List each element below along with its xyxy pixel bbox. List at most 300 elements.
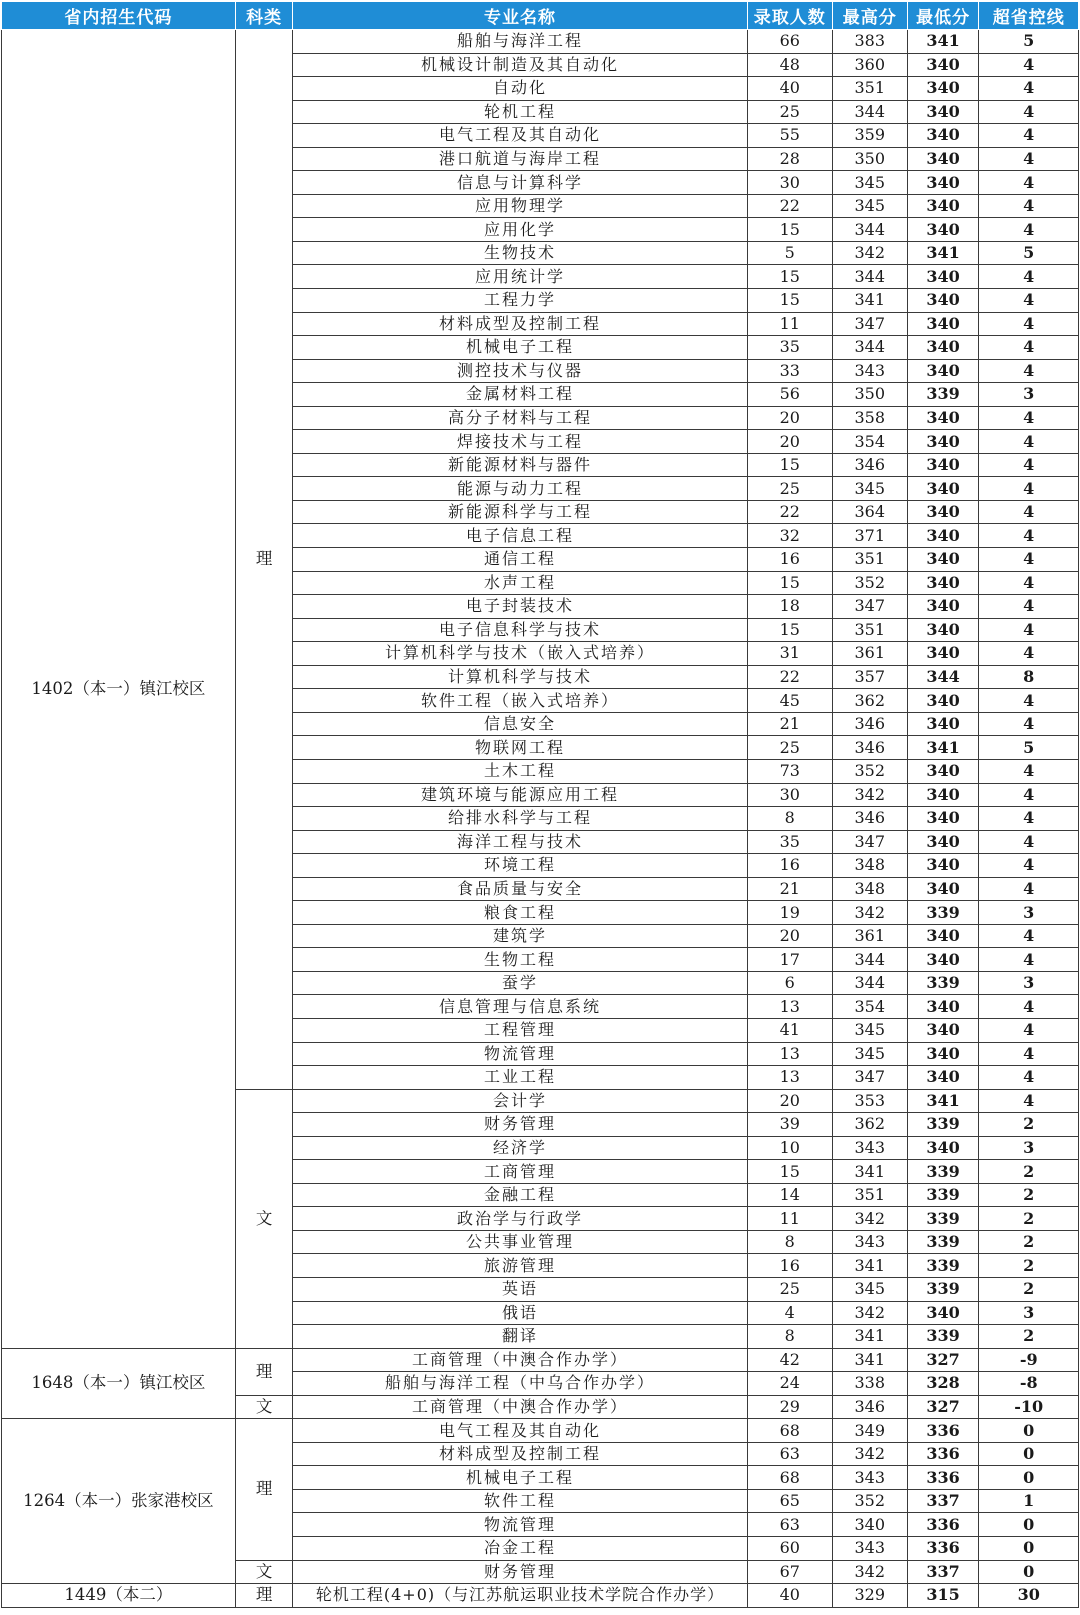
- major-cell: 财务管理: [293, 1113, 747, 1137]
- min-score-cell: 337: [907, 1489, 979, 1513]
- major-cell: 计算机科学与技术: [293, 665, 747, 689]
- max-score-cell: 347: [832, 595, 907, 619]
- admitted-cell: 6: [747, 971, 832, 995]
- max-score-cell: 351: [832, 548, 907, 572]
- min-score-cell: 339: [907, 1113, 979, 1137]
- max-score-cell: 345: [832, 477, 907, 501]
- min-score-cell: 340: [907, 783, 979, 807]
- min-score-cell: 340: [907, 477, 979, 501]
- table-body: [2, 30, 1079, 1608]
- min-score-cell: 340: [907, 1066, 979, 1090]
- over-line-cell: 4: [979, 1089, 1079, 1113]
- major-cell: 焊接技术与工程: [293, 430, 747, 454]
- header-over-line: 超省控线: [979, 2, 1079, 30]
- enrollment-code-cell: 1264（本一）张家港校区: [2, 1419, 236, 1584]
- header-category: 科类: [235, 2, 292, 30]
- major-cell: 软件工程（嵌入式培养）: [293, 689, 747, 713]
- max-score-cell: 357: [832, 665, 907, 689]
- over-line-cell: 2: [979, 1277, 1079, 1301]
- max-score-cell: 362: [832, 689, 907, 713]
- min-score-cell: 340: [907, 924, 979, 948]
- max-score-cell: 340: [832, 1513, 907, 1537]
- min-score-cell: 340: [907, 595, 979, 619]
- min-score-cell: 340: [907, 77, 979, 101]
- min-score-cell: 340: [907, 1042, 979, 1066]
- min-score-cell: 327: [907, 1395, 979, 1419]
- header-row: [2, 2, 1079, 30]
- admitted-cell: 16: [747, 548, 832, 572]
- major-cell: 材料成型及控制工程: [293, 1442, 747, 1466]
- admitted-cell: 25: [747, 477, 832, 501]
- max-score-cell: 351: [832, 618, 907, 642]
- over-line-cell: 4: [979, 477, 1079, 501]
- min-score-cell: 340: [907, 948, 979, 972]
- major-cell: 电子信息科学与技术: [293, 618, 747, 642]
- over-line-cell: 4: [979, 1042, 1079, 1066]
- over-line-cell: 2: [979, 1183, 1079, 1207]
- over-line-cell: 3: [979, 1301, 1079, 1325]
- over-line-cell: 4: [979, 807, 1079, 831]
- max-score-cell: 343: [832, 1230, 907, 1254]
- max-score-cell: 346: [832, 736, 907, 760]
- over-line-cell: 4: [979, 336, 1079, 360]
- min-score-cell: 339: [907, 1207, 979, 1231]
- min-score-cell: 340: [907, 453, 979, 477]
- major-cell: 机械设计制造及其自动化: [293, 53, 747, 77]
- major-cell: 环境工程: [293, 854, 747, 878]
- admitted-cell: 22: [747, 500, 832, 524]
- major-cell: 测控技术与仪器: [293, 359, 747, 383]
- max-score-cell: 338: [832, 1372, 907, 1396]
- admitted-cell: 65: [747, 1489, 832, 1513]
- over-line-cell: 4: [979, 783, 1079, 807]
- min-score-cell: 340: [907, 312, 979, 336]
- major-cell: 物流管理: [293, 1513, 747, 1537]
- major-cell: 建筑学: [293, 924, 747, 948]
- over-line-cell: -10: [979, 1395, 1079, 1419]
- header-admitted: 录取人数: [747, 2, 832, 30]
- min-score-cell: 341: [907, 1089, 979, 1113]
- max-score-cell: 341: [832, 1254, 907, 1278]
- max-score-cell: 353: [832, 1089, 907, 1113]
- max-score-cell: 346: [832, 807, 907, 831]
- over-line-cell: 4: [979, 359, 1079, 383]
- over-line-cell: 4: [979, 948, 1079, 972]
- major-cell: 信息管理与信息系统: [293, 995, 747, 1019]
- admitted-cell: 25: [747, 1277, 832, 1301]
- admitted-cell: 11: [747, 1207, 832, 1231]
- over-line-cell: 4: [979, 53, 1079, 77]
- over-line-cell: 0: [979, 1537, 1079, 1561]
- admitted-cell: 16: [747, 854, 832, 878]
- admitted-cell: 15: [747, 571, 832, 595]
- admitted-cell: 16: [747, 1254, 832, 1278]
- major-cell: 能源与动力工程: [293, 477, 747, 501]
- admitted-cell: 5: [747, 241, 832, 265]
- min-score-cell: 340: [907, 53, 979, 77]
- major-cell: 工程管理: [293, 1018, 747, 1042]
- major-cell: 翻译: [293, 1325, 747, 1349]
- major-cell: 会计学: [293, 1089, 747, 1113]
- over-line-cell: 4: [979, 689, 1079, 713]
- admitted-cell: 32: [747, 524, 832, 548]
- max-score-cell: 358: [832, 406, 907, 430]
- major-cell: 通信工程: [293, 548, 747, 572]
- admitted-cell: 15: [747, 453, 832, 477]
- major-cell: 公共事业管理: [293, 1230, 747, 1254]
- max-score-cell: 343: [832, 1136, 907, 1160]
- min-score-cell: 340: [907, 124, 979, 148]
- major-cell: 生物工程: [293, 948, 747, 972]
- major-cell: 船舶与海洋工程（中乌合作办学）: [293, 1372, 747, 1396]
- admitted-cell: 22: [747, 665, 832, 689]
- major-cell: 应用统计学: [293, 265, 747, 289]
- admitted-cell: 15: [747, 265, 832, 289]
- admitted-cell: 14: [747, 1183, 832, 1207]
- major-cell: 软件工程: [293, 1489, 747, 1513]
- over-line-cell: 4: [979, 147, 1079, 171]
- admitted-cell: 56: [747, 383, 832, 407]
- admission-score-table: [1, 1, 1079, 1608]
- min-score-cell: 337: [907, 1560, 979, 1584]
- major-cell: 工业工程: [293, 1066, 747, 1090]
- max-score-cell: 341: [832, 1160, 907, 1184]
- admitted-cell: 33: [747, 359, 832, 383]
- max-score-cell: 341: [832, 1325, 907, 1349]
- max-score-cell: 342: [832, 1442, 907, 1466]
- max-score-cell: 351: [832, 1183, 907, 1207]
- max-score-cell: 347: [832, 312, 907, 336]
- min-score-cell: 340: [907, 524, 979, 548]
- over-line-cell: 4: [979, 312, 1079, 336]
- over-line-cell: 4: [979, 642, 1079, 666]
- category-cell: 文: [235, 1560, 292, 1584]
- major-cell: 粮食工程: [293, 901, 747, 925]
- admitted-cell: 22: [747, 194, 832, 218]
- over-line-cell: 2: [979, 1325, 1079, 1349]
- header-major: 专业名称: [293, 2, 747, 30]
- major-cell: 电气工程及其自动化: [293, 1419, 747, 1443]
- min-score-cell: 340: [907, 171, 979, 195]
- admitted-cell: 29: [747, 1395, 832, 1419]
- admitted-cell: 20: [747, 406, 832, 430]
- over-line-cell: 4: [979, 571, 1079, 595]
- max-score-cell: 343: [832, 1537, 907, 1561]
- over-line-cell: 4: [979, 77, 1079, 101]
- over-line-cell: 4: [979, 406, 1079, 430]
- over-line-cell: 2: [979, 1113, 1079, 1137]
- admitted-cell: 42: [747, 1348, 832, 1372]
- admitted-cell: 15: [747, 1160, 832, 1184]
- min-score-cell: 340: [907, 406, 979, 430]
- major-cell: 自动化: [293, 77, 747, 101]
- max-score-cell: 344: [832, 971, 907, 995]
- major-cell: 机械电子工程: [293, 336, 747, 360]
- min-score-cell: 340: [907, 877, 979, 901]
- min-score-cell: 340: [907, 1301, 979, 1325]
- max-score-cell: 344: [832, 100, 907, 124]
- max-score-cell: 341: [832, 1348, 907, 1372]
- min-score-cell: 341: [907, 30, 979, 54]
- max-score-cell: 342: [832, 783, 907, 807]
- major-cell: 俄语: [293, 1301, 747, 1325]
- over-line-cell: 4: [979, 877, 1079, 901]
- admitted-cell: 35: [747, 830, 832, 854]
- major-cell: 高分子材料与工程: [293, 406, 747, 430]
- major-cell: 经济学: [293, 1136, 747, 1160]
- major-cell: 计算机科学与技术（嵌入式培养）: [293, 642, 747, 666]
- min-score-cell: 339: [907, 1254, 979, 1278]
- major-cell: 应用物理学: [293, 194, 747, 218]
- min-score-cell: 340: [907, 618, 979, 642]
- max-score-cell: 349: [832, 1419, 907, 1443]
- max-score-cell: 383: [832, 30, 907, 54]
- over-line-cell: 4: [979, 500, 1079, 524]
- admitted-cell: 18: [747, 595, 832, 619]
- admitted-cell: 39: [747, 1113, 832, 1137]
- min-score-cell: 339: [907, 1277, 979, 1301]
- min-score-cell: 340: [907, 430, 979, 454]
- min-score-cell: 340: [907, 289, 979, 313]
- admitted-cell: 20: [747, 430, 832, 454]
- over-line-cell: 2: [979, 1160, 1079, 1184]
- major-cell: 英语: [293, 1277, 747, 1301]
- max-score-cell: 329: [832, 1584, 907, 1608]
- header-code: 省内招生代码: [2, 2, 236, 30]
- over-line-cell: 4: [979, 995, 1079, 1019]
- max-score-cell: 352: [832, 759, 907, 783]
- admitted-cell: 41: [747, 1018, 832, 1042]
- max-score-cell: 345: [832, 1018, 907, 1042]
- max-score-cell: 345: [832, 171, 907, 195]
- over-line-cell: 3: [979, 901, 1079, 925]
- min-score-cell: 327: [907, 1348, 979, 1372]
- over-line-cell: -9: [979, 1348, 1079, 1372]
- table-row: [2, 1419, 1079, 1443]
- max-score-cell: 346: [832, 1395, 907, 1419]
- major-cell: 水声工程: [293, 571, 747, 595]
- major-cell: 冶金工程: [293, 1537, 747, 1561]
- header-max-score: 最高分: [832, 2, 907, 30]
- max-score-cell: 360: [832, 53, 907, 77]
- admitted-cell: 28: [747, 147, 832, 171]
- major-cell: 信息与计算科学: [293, 171, 747, 195]
- over-line-cell: 1: [979, 1489, 1079, 1513]
- admitted-cell: 25: [747, 100, 832, 124]
- min-score-cell: 340: [907, 218, 979, 242]
- major-cell: 旅游管理: [293, 1254, 747, 1278]
- max-score-cell: 362: [832, 1113, 907, 1137]
- max-score-cell: 342: [832, 241, 907, 265]
- admitted-cell: 31: [747, 642, 832, 666]
- major-cell: 蚕学: [293, 971, 747, 995]
- max-score-cell: 352: [832, 571, 907, 595]
- admitted-cell: 48: [747, 53, 832, 77]
- major-cell: 工商管理（中澳合作办学）: [293, 1348, 747, 1372]
- min-score-cell: 344: [907, 665, 979, 689]
- over-line-cell: 30: [979, 1584, 1079, 1608]
- over-line-cell: 2: [979, 1230, 1079, 1254]
- admitted-cell: 30: [747, 783, 832, 807]
- min-score-cell: 340: [907, 194, 979, 218]
- min-score-cell: 336: [907, 1537, 979, 1561]
- over-line-cell: 4: [979, 124, 1079, 148]
- over-line-cell: 0: [979, 1560, 1079, 1584]
- over-line-cell: 2: [979, 1207, 1079, 1231]
- admitted-cell: 40: [747, 1584, 832, 1608]
- min-score-cell: 339: [907, 1230, 979, 1254]
- min-score-cell: 340: [907, 265, 979, 289]
- admitted-cell: 11: [747, 312, 832, 336]
- min-score-cell: 340: [907, 830, 979, 854]
- category-cell: 理: [235, 1348, 292, 1395]
- max-score-cell: 343: [832, 1466, 907, 1490]
- major-cell: 机械电子工程: [293, 1466, 747, 1490]
- major-cell: 港口航道与海岸工程: [293, 147, 747, 171]
- major-cell: 船舶与海洋工程: [293, 30, 747, 54]
- max-score-cell: 345: [832, 1277, 907, 1301]
- max-score-cell: 341: [832, 289, 907, 313]
- over-line-cell: 0: [979, 1442, 1079, 1466]
- max-score-cell: 359: [832, 124, 907, 148]
- max-score-cell: 345: [832, 194, 907, 218]
- over-line-cell: 4: [979, 618, 1079, 642]
- major-cell: 建筑环境与能源应用工程: [293, 783, 747, 807]
- max-score-cell: 348: [832, 877, 907, 901]
- min-score-cell: 340: [907, 571, 979, 595]
- max-score-cell: 351: [832, 77, 907, 101]
- over-line-cell: -8: [979, 1372, 1079, 1396]
- max-score-cell: 344: [832, 948, 907, 972]
- admitted-cell: 15: [747, 618, 832, 642]
- min-score-cell: 340: [907, 100, 979, 124]
- admitted-cell: 19: [747, 901, 832, 925]
- admitted-cell: 13: [747, 1042, 832, 1066]
- major-cell: 新能源材料与器件: [293, 453, 747, 477]
- min-score-cell: 339: [907, 971, 979, 995]
- over-line-cell: 4: [979, 171, 1079, 195]
- max-score-cell: 345: [832, 1042, 907, 1066]
- admitted-cell: 68: [747, 1419, 832, 1443]
- max-score-cell: 354: [832, 430, 907, 454]
- min-score-cell: 340: [907, 500, 979, 524]
- category-cell: 理: [235, 1419, 292, 1560]
- over-line-cell: 0: [979, 1419, 1079, 1443]
- admitted-cell: 67: [747, 1560, 832, 1584]
- over-line-cell: 4: [979, 712, 1079, 736]
- major-cell: 政治学与行政学: [293, 1207, 747, 1231]
- table-row: [2, 30, 1079, 54]
- major-cell: 电子信息工程: [293, 524, 747, 548]
- enrollment-code-cell: 1402（本一）镇江校区: [2, 30, 236, 1349]
- major-cell: 物联网工程: [293, 736, 747, 760]
- over-line-cell: 5: [979, 736, 1079, 760]
- min-score-cell: 340: [907, 995, 979, 1019]
- over-line-cell: 4: [979, 595, 1079, 619]
- major-cell: 信息安全: [293, 712, 747, 736]
- over-line-cell: 4: [979, 1018, 1079, 1042]
- min-score-cell: 339: [907, 1160, 979, 1184]
- table-row: [2, 1584, 1079, 1608]
- table-row: [2, 1348, 1079, 1372]
- admitted-cell: 73: [747, 759, 832, 783]
- max-score-cell: 361: [832, 924, 907, 948]
- over-line-cell: 4: [979, 924, 1079, 948]
- admitted-cell: 25: [747, 736, 832, 760]
- over-line-cell: 0: [979, 1466, 1079, 1490]
- admitted-cell: 30: [747, 171, 832, 195]
- admitted-cell: 35: [747, 336, 832, 360]
- max-score-cell: 354: [832, 995, 907, 1019]
- max-score-cell: 364: [832, 500, 907, 524]
- over-line-cell: 4: [979, 453, 1079, 477]
- min-score-cell: 340: [907, 642, 979, 666]
- min-score-cell: 340: [907, 712, 979, 736]
- major-cell: 金属材料工程: [293, 383, 747, 407]
- header-min-score: 最低分: [907, 2, 979, 30]
- admitted-cell: 10: [747, 1136, 832, 1160]
- major-cell: 生物技术: [293, 241, 747, 265]
- admitted-cell: 68: [747, 1466, 832, 1490]
- over-line-cell: 4: [979, 218, 1079, 242]
- major-cell: 物流管理: [293, 1042, 747, 1066]
- max-score-cell: 342: [832, 901, 907, 925]
- min-score-cell: 315: [907, 1584, 979, 1608]
- min-score-cell: 336: [907, 1442, 979, 1466]
- min-score-cell: 341: [907, 241, 979, 265]
- max-score-cell: 347: [832, 830, 907, 854]
- enrollment-code-cell: 1648（本一）镇江校区: [2, 1348, 236, 1419]
- major-cell: 应用化学: [293, 218, 747, 242]
- min-score-cell: 340: [907, 147, 979, 171]
- admitted-cell: 13: [747, 995, 832, 1019]
- admitted-cell: 15: [747, 218, 832, 242]
- major-cell: 轮机工程: [293, 100, 747, 124]
- category-cell: 理: [235, 1584, 292, 1608]
- min-score-cell: 340: [907, 1018, 979, 1042]
- max-score-cell: 371: [832, 524, 907, 548]
- admitted-cell: 17: [747, 948, 832, 972]
- max-score-cell: 350: [832, 383, 907, 407]
- major-cell: 给排水科学与工程: [293, 807, 747, 831]
- over-line-cell: 8: [979, 665, 1079, 689]
- over-line-cell: 2: [979, 1254, 1079, 1278]
- max-score-cell: 342: [832, 1301, 907, 1325]
- over-line-cell: 4: [979, 548, 1079, 572]
- major-cell: 财务管理: [293, 1560, 747, 1584]
- min-score-cell: 340: [907, 854, 979, 878]
- max-score-cell: 346: [832, 453, 907, 477]
- min-score-cell: 341: [907, 736, 979, 760]
- over-line-cell: 4: [979, 194, 1079, 218]
- admitted-cell: 63: [747, 1513, 832, 1537]
- over-line-cell: 4: [979, 265, 1079, 289]
- over-line-cell: 4: [979, 100, 1079, 124]
- admitted-cell: 21: [747, 712, 832, 736]
- max-score-cell: 347: [832, 1066, 907, 1090]
- over-line-cell: 4: [979, 289, 1079, 313]
- category-cell: 文: [235, 1395, 292, 1419]
- min-score-cell: 336: [907, 1419, 979, 1443]
- major-cell: 工商管理: [293, 1160, 747, 1184]
- min-score-cell: 340: [907, 1136, 979, 1160]
- major-cell: 电子封装技术: [293, 595, 747, 619]
- min-score-cell: 340: [907, 359, 979, 383]
- admitted-cell: 4: [747, 1301, 832, 1325]
- max-score-cell: 342: [832, 1560, 907, 1584]
- max-score-cell: 348: [832, 854, 907, 878]
- min-score-cell: 336: [907, 1466, 979, 1490]
